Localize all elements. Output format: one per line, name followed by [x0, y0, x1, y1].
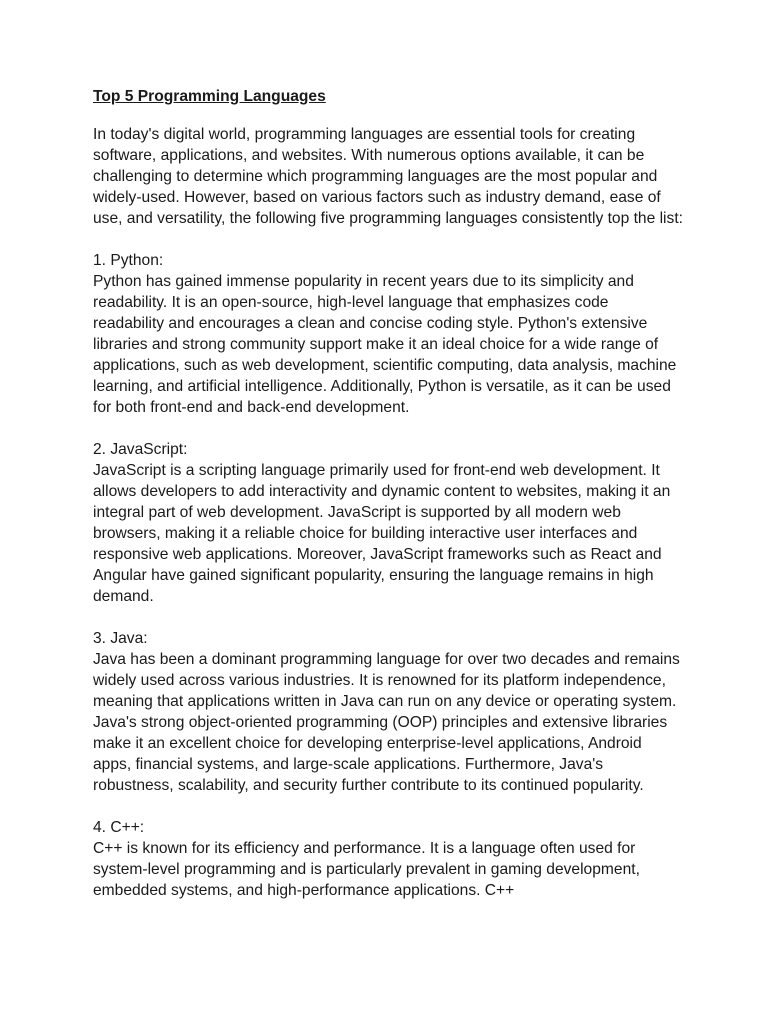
intro-paragraph: In today's digital world, programming languages are essential tools for creating software, applications, and websites. With numerous options available, it can be challenging to determine which programming languages are the most popular and widely-used. However, based on various factors such as industry demand, ease of use, and versatility, the following five programming languages consistently top the list: — [93, 126, 683, 227]
section-heading: 2. JavaScript: — [93, 441, 188, 458]
document-page — [93, 86, 683, 922]
section-heading: 3. Java: — [93, 630, 148, 647]
section-cpp — [93, 817, 683, 901]
section-body: JavaScript is a scripting language primarily used for front-end web development. It allows developers to add interactivity and dynamic content to websites, making it an integral part of web development. JavaScript is supported by all modern web browsers, making it a reliable choice for building interactive user interfaces and responsive web applications. Moreover, JavaScript frameworks such as React and Angular have gained significant popularity, ensuring the language remains in high demand. — [93, 462, 671, 605]
section-body: Java has been a dominant programming language for over two decades and remains widely used across various industries. It is renowned for its platform independence, meaning that applications written in Java can run on any device or operating system. Java's strong object-oriented programming (OOP) principles and extensive libraries make it an excellent choice for developing enterprise-level applications, Android apps, financial systems, and large-scale applications. Furthermore, Java's robustness, scalability, and security further contribute to its continued popularity. — [93, 651, 680, 794]
section-body: C++ is known for its efficiency and performance. It is a language often used for system-level programming and is particularly prevalent in gaming development, embedded systems, and high-performance applications. C++ — [93, 840, 640, 899]
section-heading: 1. Python: — [93, 252, 164, 269]
document-title: Top 5 Programming Languages — [93, 88, 326, 105]
section-java — [93, 628, 683, 796]
section-javascript — [93, 439, 683, 607]
section-python — [93, 250, 683, 418]
section-heading: 4. C++: — [93, 819, 145, 836]
section-body: Python has gained immense popularity in recent years due to its simplicity and readability. It is an open-source, high-level language that emphasizes code readability and encourages a clean and concise coding style. Python's extensive libraries and strong community support make it an ideal choice for a wide range of applications, such as web development, scientific computing, data analysis, machine learning, and artificial intelligence. Additionally, Python is versatile, as it can be used for both front-end and back-end development. — [93, 273, 677, 416]
